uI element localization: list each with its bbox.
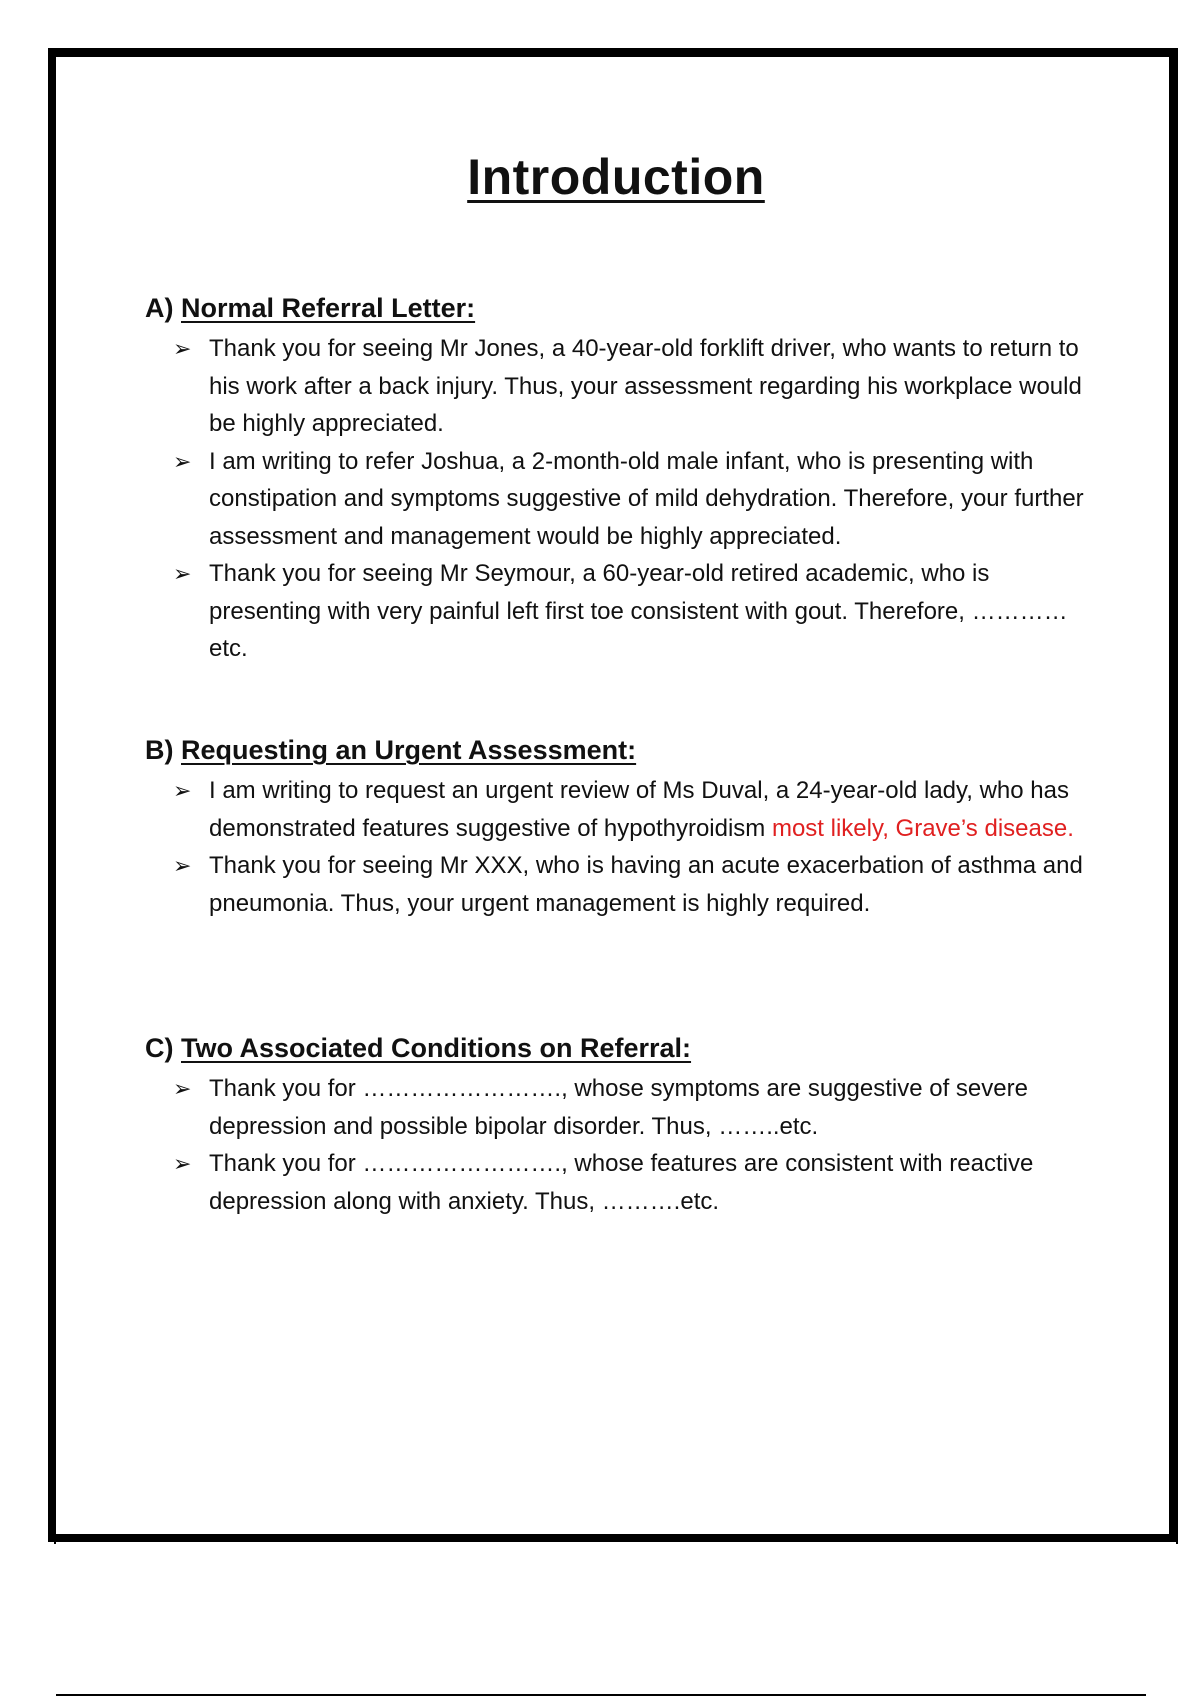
footer-divider (56, 1694, 1146, 1696)
list-item: ➢ I am writing to refer Joshua, a 2-month-old male infant, who is presenting with constipation and symptoms suggestive of mild dehydration. Therefore, your further assessment and management would be highly appreciated. (145, 443, 1095, 556)
arrowhead-bullet-icon: ➢ (173, 1151, 192, 1176)
arrowhead-bullet-icon: ➢ (173, 1076, 192, 1101)
arrowhead-bullet-icon: ➢ (173, 448, 192, 474)
highlighted-text: most likely, Grave’s disease. (771, 814, 1074, 842)
section-heading: A) Normal Referral Letter: (145, 293, 476, 323)
list-item: ➢ Thank you for seeing Mr Jones, a 40-year-old forklift driver, who wants to return to his work after a back injury. Thus, your assessment regarding his workplace would be highly appreciated. (145, 330, 1095, 443)
section-urgent-assessment (145, 730, 1095, 922)
page-title: Introduction (467, 149, 765, 205)
list-item: ➢ I am writing to request an urgent review of Ms Duval, a 24-year-old lady, who has demonstrated features suggestive of hypothyroidism most likely, Grave’s disease. (145, 772, 1095, 847)
section-two-conditions (145, 1028, 1095, 1220)
list-item: ➢ Thank you for seeing Mr Seymour, a 60-year-old retired academic, who is presenting with very painful left first toe consistent with gout. Therefore, ………… etc. (145, 555, 1095, 668)
arrowhead-bullet-icon: ➢ (173, 778, 192, 803)
list-item: ➢ Thank you for ……………………., whose features are consistent with reactive depression along with anxiety. Thus, ……….etc. (145, 1145, 1095, 1220)
list-item: ➢ Thank you for seeing Mr XXX, who is having an acute exacerbation of asthma and pneumonia. Thus, your urgent management is highly required. (145, 847, 1095, 922)
arrowhead-bullet-icon: ➢ (173, 561, 192, 586)
arrowhead-bullet-icon: ➢ (173, 336, 192, 361)
section-normal-referral (145, 288, 1095, 668)
section-heading: C) Two Associated Conditions on Referral: (145, 1033, 692, 1063)
list-item: ➢ Thank you for ……………………., whose symptoms are suggestive of severe depression and possible bipolar disorder. Thus, ……..etc. (145, 1070, 1095, 1145)
bullet-list (145, 330, 1095, 668)
bullet-list (145, 772, 1095, 922)
bullet-list (145, 1070, 1095, 1220)
section-heading: B) Requesting an Urgent Assessment: (145, 735, 637, 765)
arrowhead-bullet-icon: ➢ (173, 853, 192, 878)
